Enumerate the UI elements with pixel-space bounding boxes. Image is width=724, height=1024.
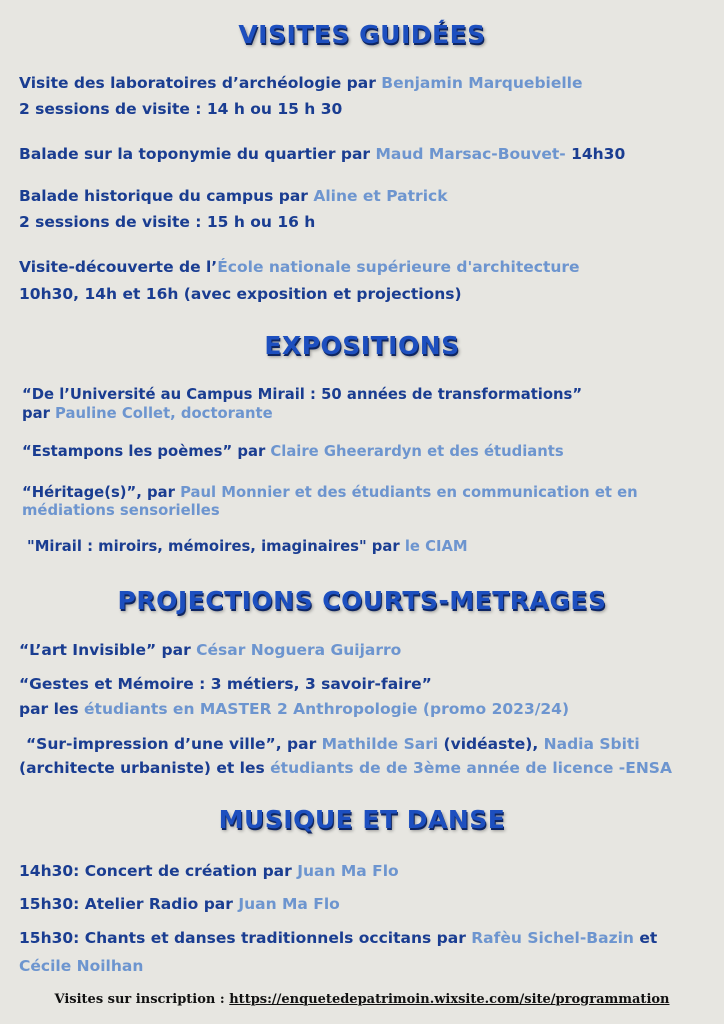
- author-name: Paul Monnier et des étudiants en communication et en: [180, 484, 638, 501]
- projection-item-2: “Gestes et Mémoire : 3 métiers, 3 savoir-faire”: [19, 675, 432, 693]
- visite-item-3-sessions: 2 sessions de visite : 15 h ou 16 h: [19, 213, 316, 231]
- musique-item-3: 15h30: Chants et danses traditionnels occitans par Rafèu Sichel-Bazin et: [19, 929, 658, 947]
- visite-item-2: Balade sur la toponymie du quartier par Maud Marsac-Bouvet- 14h30: [19, 145, 626, 163]
- visite-item-1: Visite des laboratoires d’archéologie par Benjamin Marquebielle: [19, 74, 583, 92]
- expo-item-1: “De l’Université au Campus Mirail : 50 années de transformations”: [22, 386, 583, 403]
- speaker-name: Benjamin Marquebielle: [381, 74, 583, 92]
- musique-item-2: 15h30: Atelier Radio par Juan Ma Flo: [19, 895, 340, 913]
- heading-musique: MUSIQUE ET DANSE: [218, 805, 506, 834]
- heading-visites: VISITES GUIDÉES: [238, 20, 486, 49]
- projection-item-1: “L’art Invisible” par César Noguera Guijarro: [19, 641, 402, 659]
- artist-name: Juan Ma Flo: [238, 895, 340, 913]
- speaker-name: Aline et Patrick: [313, 187, 448, 205]
- director-name: Mathilde Sari: [321, 735, 439, 753]
- school-name: École nationale supérieure d'architecture: [217, 258, 580, 276]
- heading-expositions: EXPOSITIONS: [264, 331, 460, 360]
- musique-item-3-line2: [19, 956, 143, 976]
- director-name: César Noguera Guijarro: [196, 641, 402, 659]
- projection-item-2-author: par les étudiants en MASTER 2 Anthropologie (promo 2023/24): [19, 700, 570, 718]
- registration-link[interactable]: https://enquetedepatrimoin.wixsite.com/site/programmation: [229, 992, 670, 1007]
- expo-item-1-author: par Pauline Collet, doctorante: [22, 405, 273, 422]
- students-name: étudiants en MASTER 2 Anthropologie (promo 2023/24): [84, 700, 570, 718]
- expo-item-4: "Mirail : miroirs, mémoires, imaginaires" par le CIAM: [27, 538, 468, 555]
- visite-item-1-sessions: 2 sessions de visite : 14 h ou 15 h 30: [19, 100, 343, 118]
- visite-item-4-times: 10h30, 14h et 16h (avec exposition et projections): [19, 285, 462, 303]
- director-name: Nadia Sbiti: [543, 735, 640, 753]
- heading-projections: PROJECTIONS COURTS-METRAGES: [117, 586, 607, 615]
- expo-item-3-line2: médiations sensorielles: [22, 502, 220, 519]
- expo-item-3: “Héritage(s)”, par Paul Monnier et des étudiants en communication et en: [22, 484, 638, 501]
- projection-item-3: “Sur-impression d’une ville”, par Mathilde Sari (vidéaste), Nadia Sbiti: [26, 735, 640, 753]
- artist-name: Juan Ma Flo: [297, 862, 399, 880]
- musique-item-1: 14h30: Concert de création par Juan Ma Flo: [19, 862, 399, 880]
- expo-item-2: “Estampons les poèmes” par Claire Gheerardyn et des étudiants: [22, 443, 564, 460]
- artist-name: Rafèu Sichel-Bazin: [471, 929, 634, 947]
- projection-item-3-line2: (architecte urbaniste) et les étudiants de de 3ème année de licence -ENSA: [19, 759, 672, 777]
- visite-item-4: Visite-découverte de l’École nationale supérieure d'architecture: [19, 258, 580, 276]
- author-name: Claire Gheerardyn et des étudiants: [270, 443, 564, 460]
- author-name: le CIAM: [404, 538, 468, 555]
- visite-item-3: Balade historique du campus par Aline et Patrick: [19, 187, 448, 205]
- speaker-name: Maud Marsac-Bouvet-: [375, 145, 566, 163]
- author-name: Pauline Collet, doctorante: [55, 405, 273, 422]
- students-name: étudiants de de 3ème année de licence -ENSA: [270, 759, 672, 777]
- artist-name: Cécile Noilhan: [19, 957, 144, 975]
- registration-footer: Visites sur inscription : https://enquetedepatrimoin.wixsite.com/site/programmation: [54, 992, 670, 1007]
